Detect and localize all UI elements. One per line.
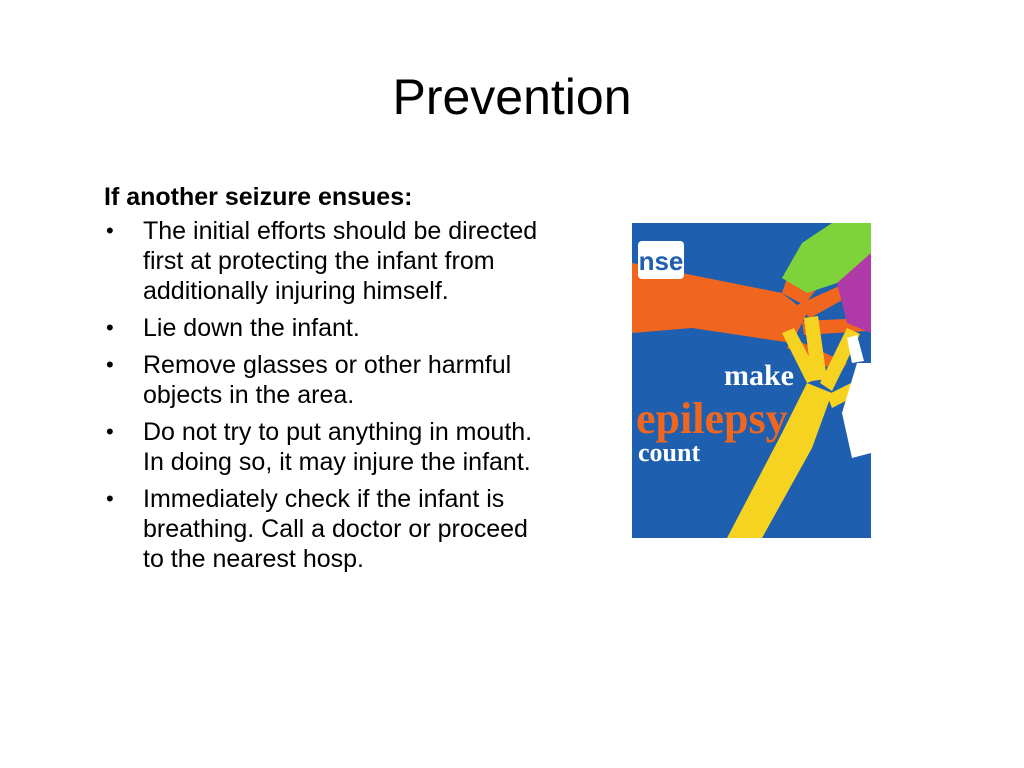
nse-logo xyxy=(638,241,684,279)
bullet-text: Lie down the infant. xyxy=(143,314,360,342)
bullet-icon: • xyxy=(106,218,114,243)
bullet-text: Remove glasses or other harmful objects in the area. xyxy=(143,351,512,409)
slogan-make: make xyxy=(724,359,794,392)
intro-heading: If another seizure ensues: xyxy=(104,183,413,211)
bullet-text: The initial efforts should be directed first at protecting the infant from additionally injuring himself. xyxy=(143,217,538,305)
bullet-item xyxy=(104,313,544,343)
bullet-item xyxy=(104,216,544,306)
bullet-list xyxy=(104,216,544,574)
bullet-icon: • xyxy=(106,352,114,377)
bullet-icon: • xyxy=(106,486,114,511)
bullet-item xyxy=(104,484,544,574)
slide-title: Prevention xyxy=(392,69,632,125)
slogan-epilepsy: epilepsy xyxy=(636,394,788,443)
bullet-text: Immediately check if the infant is breathing. Call a doctor or proceed to the nearest hosp. xyxy=(143,485,528,573)
svg-text:nse: nse xyxy=(638,246,684,276)
slogan-count: count xyxy=(638,438,701,467)
bullet-icon: • xyxy=(106,315,114,340)
bullet-icon: • xyxy=(106,419,114,444)
bullet-item xyxy=(104,350,544,410)
bullet-item xyxy=(104,417,544,477)
epilepsy-awareness-image xyxy=(632,223,871,538)
slide-body xyxy=(104,182,544,581)
bullet-text: Do not try to put anything in mouth. In doing so, it may injure the infant. xyxy=(143,418,533,476)
